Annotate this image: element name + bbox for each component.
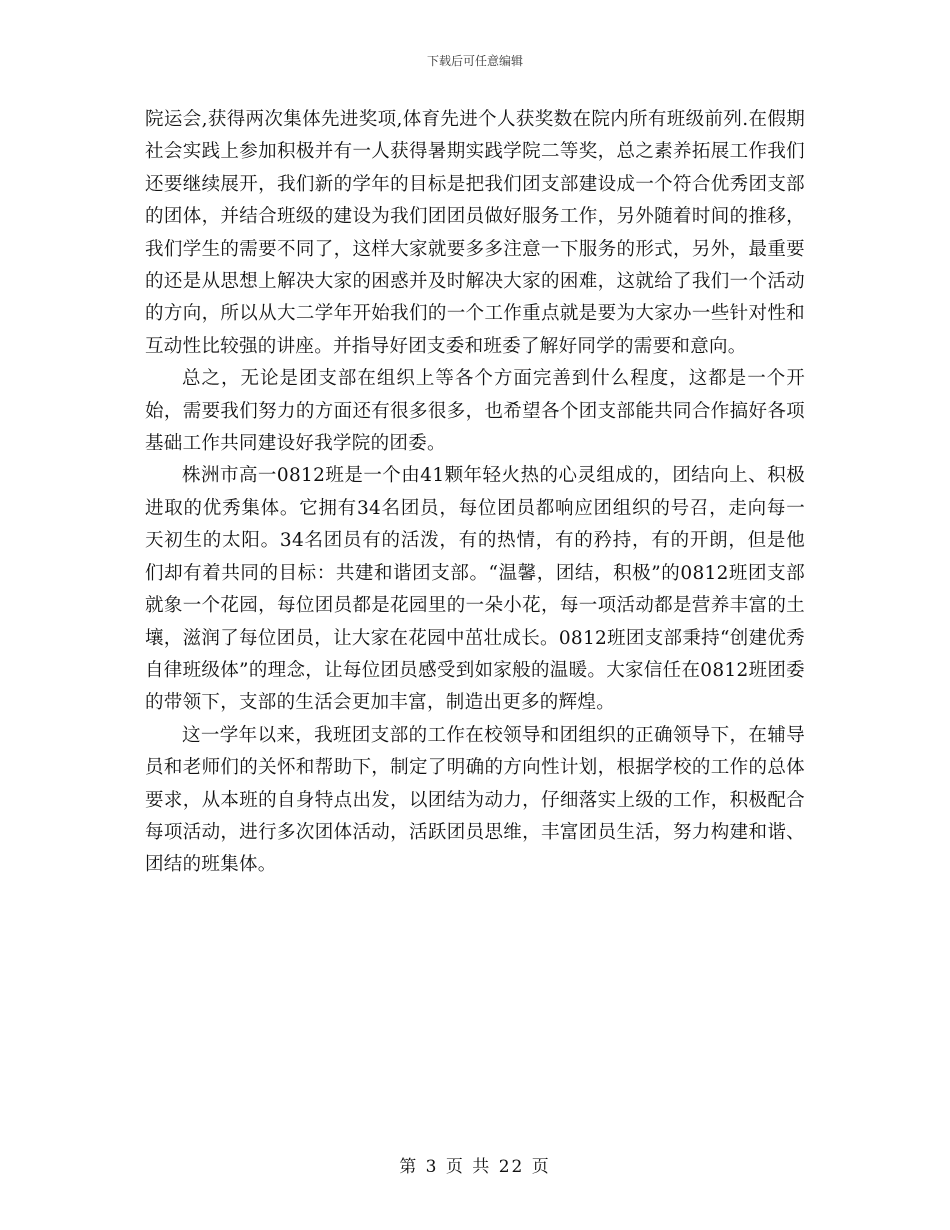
paragraph-2: 总之，无论是团支部在组织上等各个方面完善到什么程度，这都是一个开始，需要我们努力的方面还有很多很多，也希望各个团支部能共同合作搞好各项基础工作共同建设好我学院的团委。: [145, 368, 805, 455]
page-number-footer: 第 3 页 共 22 页: [399, 1157, 551, 1177]
document-body: [145, 104, 805, 882]
paragraph-3: 株洲市高一0812班是一个由41颗年轻火热的心灵组成的，团结向上、积极进取的优秀集体。它拥有34名团员，每位团员都响应团组织的号召，走向每一天初生的太阳。34名团员有的活泼，有的热情，有的矜持，有的开朗，但是他们却有着共同的目标：共建和谐团支部。“温馨，团结，积极”的0812班团支部就象一个花园，每位团员都是花园里的一朵小花，每一项活动都是营养丰富的土壤，滋润了每位团员，让大家在花园中茁壮成长。0812班团支部秉持“创建优秀自律班级体”的理念，让每位团员感受到如家般的温暖。大家信任在0812班团委的带领下，支部的生活会更加丰富，制造出更多的辉煌。: [145, 465, 805, 714]
paragraph-1: 院运会,获得两次集体先进奖项,体育先进个人获奖数在院内所有班级前列.在假期社会实践上参加积极并有一人获得暑期实践学院二等奖，总之素养拓展工作我们还要继续展开，我们新的学年的目标是把我们团支部建设成一个符合优秀团支部的团体，并结合班级的建设为我们团团员做好服务工作，另外随着时间的推移，我们学生的需要不同了，这样大家就要多多注意一下服务的形式，另外，最重要的还是从思想上解决大家的困惑并及时解决大家的困难，这就给了我们一个活动的方向，所以从大二学年开始我们的一个工作重点就是要为大家办一些针对性和互动性比较强的讲座。并指导好团支委和班委了解好同学的需要和意向。: [145, 109, 805, 357]
paragraph-4: 这一学年以来，我班团支部的工作在校领导和团组织的正确领导下，在辅导员和老师们的关怀和帮助下，制定了明确的方向性计划，根据学校的工作的总体要求，从本班的自身特点出发，以团结为动力，仔细落实上级的工作，积极配合每项活动，进行多次团体活动，活跃团员思维，丰富团员生活，努力构建和谐、团结的班集体。: [145, 724, 805, 876]
page-header-note: 下载后可任意编辑: [426, 54, 523, 68]
